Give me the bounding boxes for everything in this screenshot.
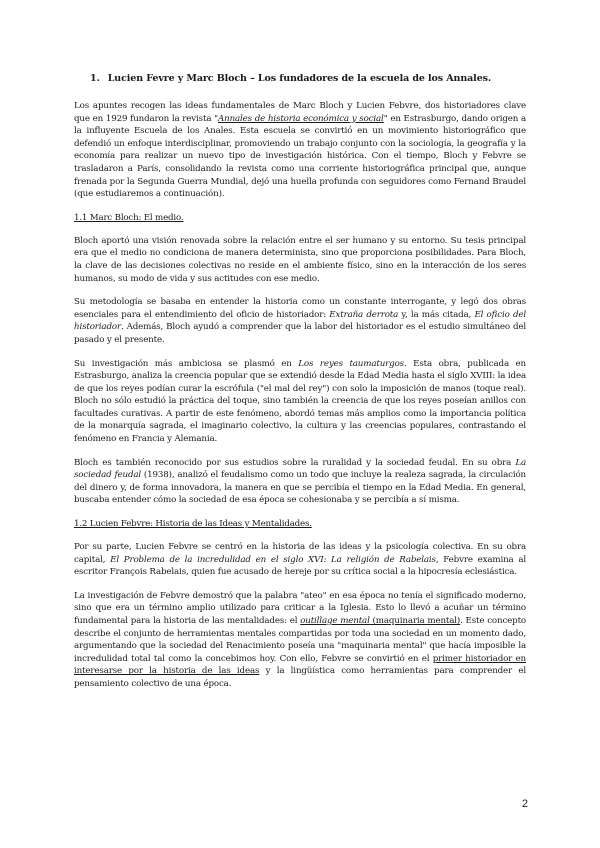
bloch-paragraph-4 [74,457,526,507]
intro-text-2: en Estrasburgo, dando origen a la influyente Escuela de los Anales. Esta escuela se convirtió en un movimiento historiográfico que defendió un enfoque interdisciplinar, promoviendo un trabajo conjunto con la sociología, la geografía y la economía para realizar un nuevo tipo de investigación histórica. Con el tiempo, Bloch y Febvre se trasladaron a París, consolidando la revista como una corriente historiográfica principal que, aunque frenada por la Segunda Guerra Mundial, dejó una huella profunda con seguidores como Fernand Braudel (que estudiaremos a continuación). [74,113,527,200]
febvre-p1-text-2: , Febvre examina al escritor François Rabelais, quien fue acusado de hereje por su crítica social a la hipocresía eclesiástica. [74,554,526,578]
journal-quote-close: " [383,113,388,124]
heading-title: Lucien Fevre y Marc Bloch – Los fundadores de la escuela de los Annales. [107,73,492,84]
primer-historiador-highlight: primer historiador en interesarse por la historia de las ideas [74,653,526,677]
page-content [74,72,526,702]
book-oficio-historiador: El oficio del historiador [74,309,527,333]
febvre-p2-text-1: La investigación de Febvre demostró que la palabra "ateo" en esa época no tenía el significado moderno, sino que era un término amplio utilizado para criticar a la Iglesia. Esto lo llevó a acuñar un término fundamental para la historia de las mentalidades: el [74,590,526,626]
book-problema-incredulidad: El Problema de la incredulidad en el siglo XVI: La religión de Rabelais [110,554,436,565]
journal-title: Annales de historia económica y social [218,113,384,124]
term-outillage-mental: outillage mental [300,616,370,626]
febvre-p2-text-3: y la lingüística como herramientas para comprender el pensamiento colectivo de una época. [74,666,526,689]
journal-quote-open: " [214,113,218,124]
book-reyes-taumaturgos: Los reyes taumaturgos [298,358,404,369]
bloch-p4-text-2: (1938), analizó el feudalismo como un todo que incluye la realeza sagrada, la circulación del dinero y, de forma innovadora, la manera en que se percibía el tiempo en la Edad Media. En general, buscaba entender cómo la sociedad de esa época se cohesionaba y se percibía a sí misma. [74,470,526,506]
febvre-p1-text-1: Por su parte, Lucien Febvre se centró en la historia de las ideas y la psicología colectiva. En su obra capital, [74,542,526,565]
bloch-paragraph-1: Bloch aportó una visión renovada sobre la relación entre el ser humano y su entorno. Su tesis principal era que el medio no condiciona de manera determinista, sino que proporciona posibilidades. Para Bloch, la clave de las decisiones colectivas no reside en el ambiente físico, sino en la interacción de los seres humanos, su modo de vida y sus actitudes con ese medio. [74,235,526,284]
febvre-paragraph-2 [74,590,526,691]
intro-paragraph [74,100,526,201]
febvre-paragraph-1 [74,541,526,579]
main-heading [74,72,526,86]
term-maquinaria-mental: (maquinaria mental) [369,616,461,626]
bloch-p4-text-1: Bloch es también reconocido por sus estudios sobre la ruralidad y la sociedad feudal. En su obra [74,457,516,468]
book-sociedad-feudal: La sociedad feudal [74,457,526,481]
section-1-title: 1.1 Marc Bloch: El medio. [74,212,184,223]
bloch-p2-text-1: Su metodología se basaba en entender la historia como un constante interrogante, y legó dos obras esenciales para el entendimiento del oficio de historiador: [74,297,526,320]
section-2-title: 1.2 Lucien Febvre: Historia de las Ideas y Mentalidades. [74,519,312,530]
bloch-p3-text-2: . Esta obra, publicada en Estrasburgo, analiza la creencia popular que se extendió desde la Edad Media hasta el siglo XVIII: la idea de que los reyes podían curar la escrófula ("el mal del rey") con solo la imposición de manos (toque real). Bloch no sólo estudió la práctica del toque, sino también la creencia de que los reyes poseían anillos con facultades curativas. A partir de este fenómeno, abordó temas más amplios como la importancia política de la monarquía sagrada, el imaginario colectivo, la cultura y las creencias populares, contrastando el fenómeno en Francia y Alemania. [74,358,526,445]
intro-text-1: Los apuntes recogen las ideas fundamentales de Marc Bloch y Lucien Febvre, dos historiadores clave que en 1929 fundaron la revista [74,101,526,124]
bloch-p2-text-3: . Además, Bloch ayudó a comprender que la labor del historiador es el estudio simultáneo del pasado y el presente. [74,322,526,345]
febvre-p2-text-2: . Este concepto describe el conjunto de herramientas mentales compartidas por toda una sociedad en un momento dado, argumentando que la sociedad del Renacimiento poseía una "maquinaria mental" que hacía imposible la incredulidad total tal como la concebimos hoy. Con ello, Febvre se convirtió en el [74,616,526,664]
bloch-p2-text-2: y, la más citada, [398,309,475,320]
bloch-p3-text-1: Su investigación más ambiciosa se plasmó en [74,358,299,369]
book-extrana-derrota: Extraña derrota [329,309,399,320]
bloch-paragraph-2 [74,296,526,346]
bloch-paragraph-3 [74,358,526,446]
page-number: 2 [521,798,528,810]
heading-number: 1. [90,73,100,84]
